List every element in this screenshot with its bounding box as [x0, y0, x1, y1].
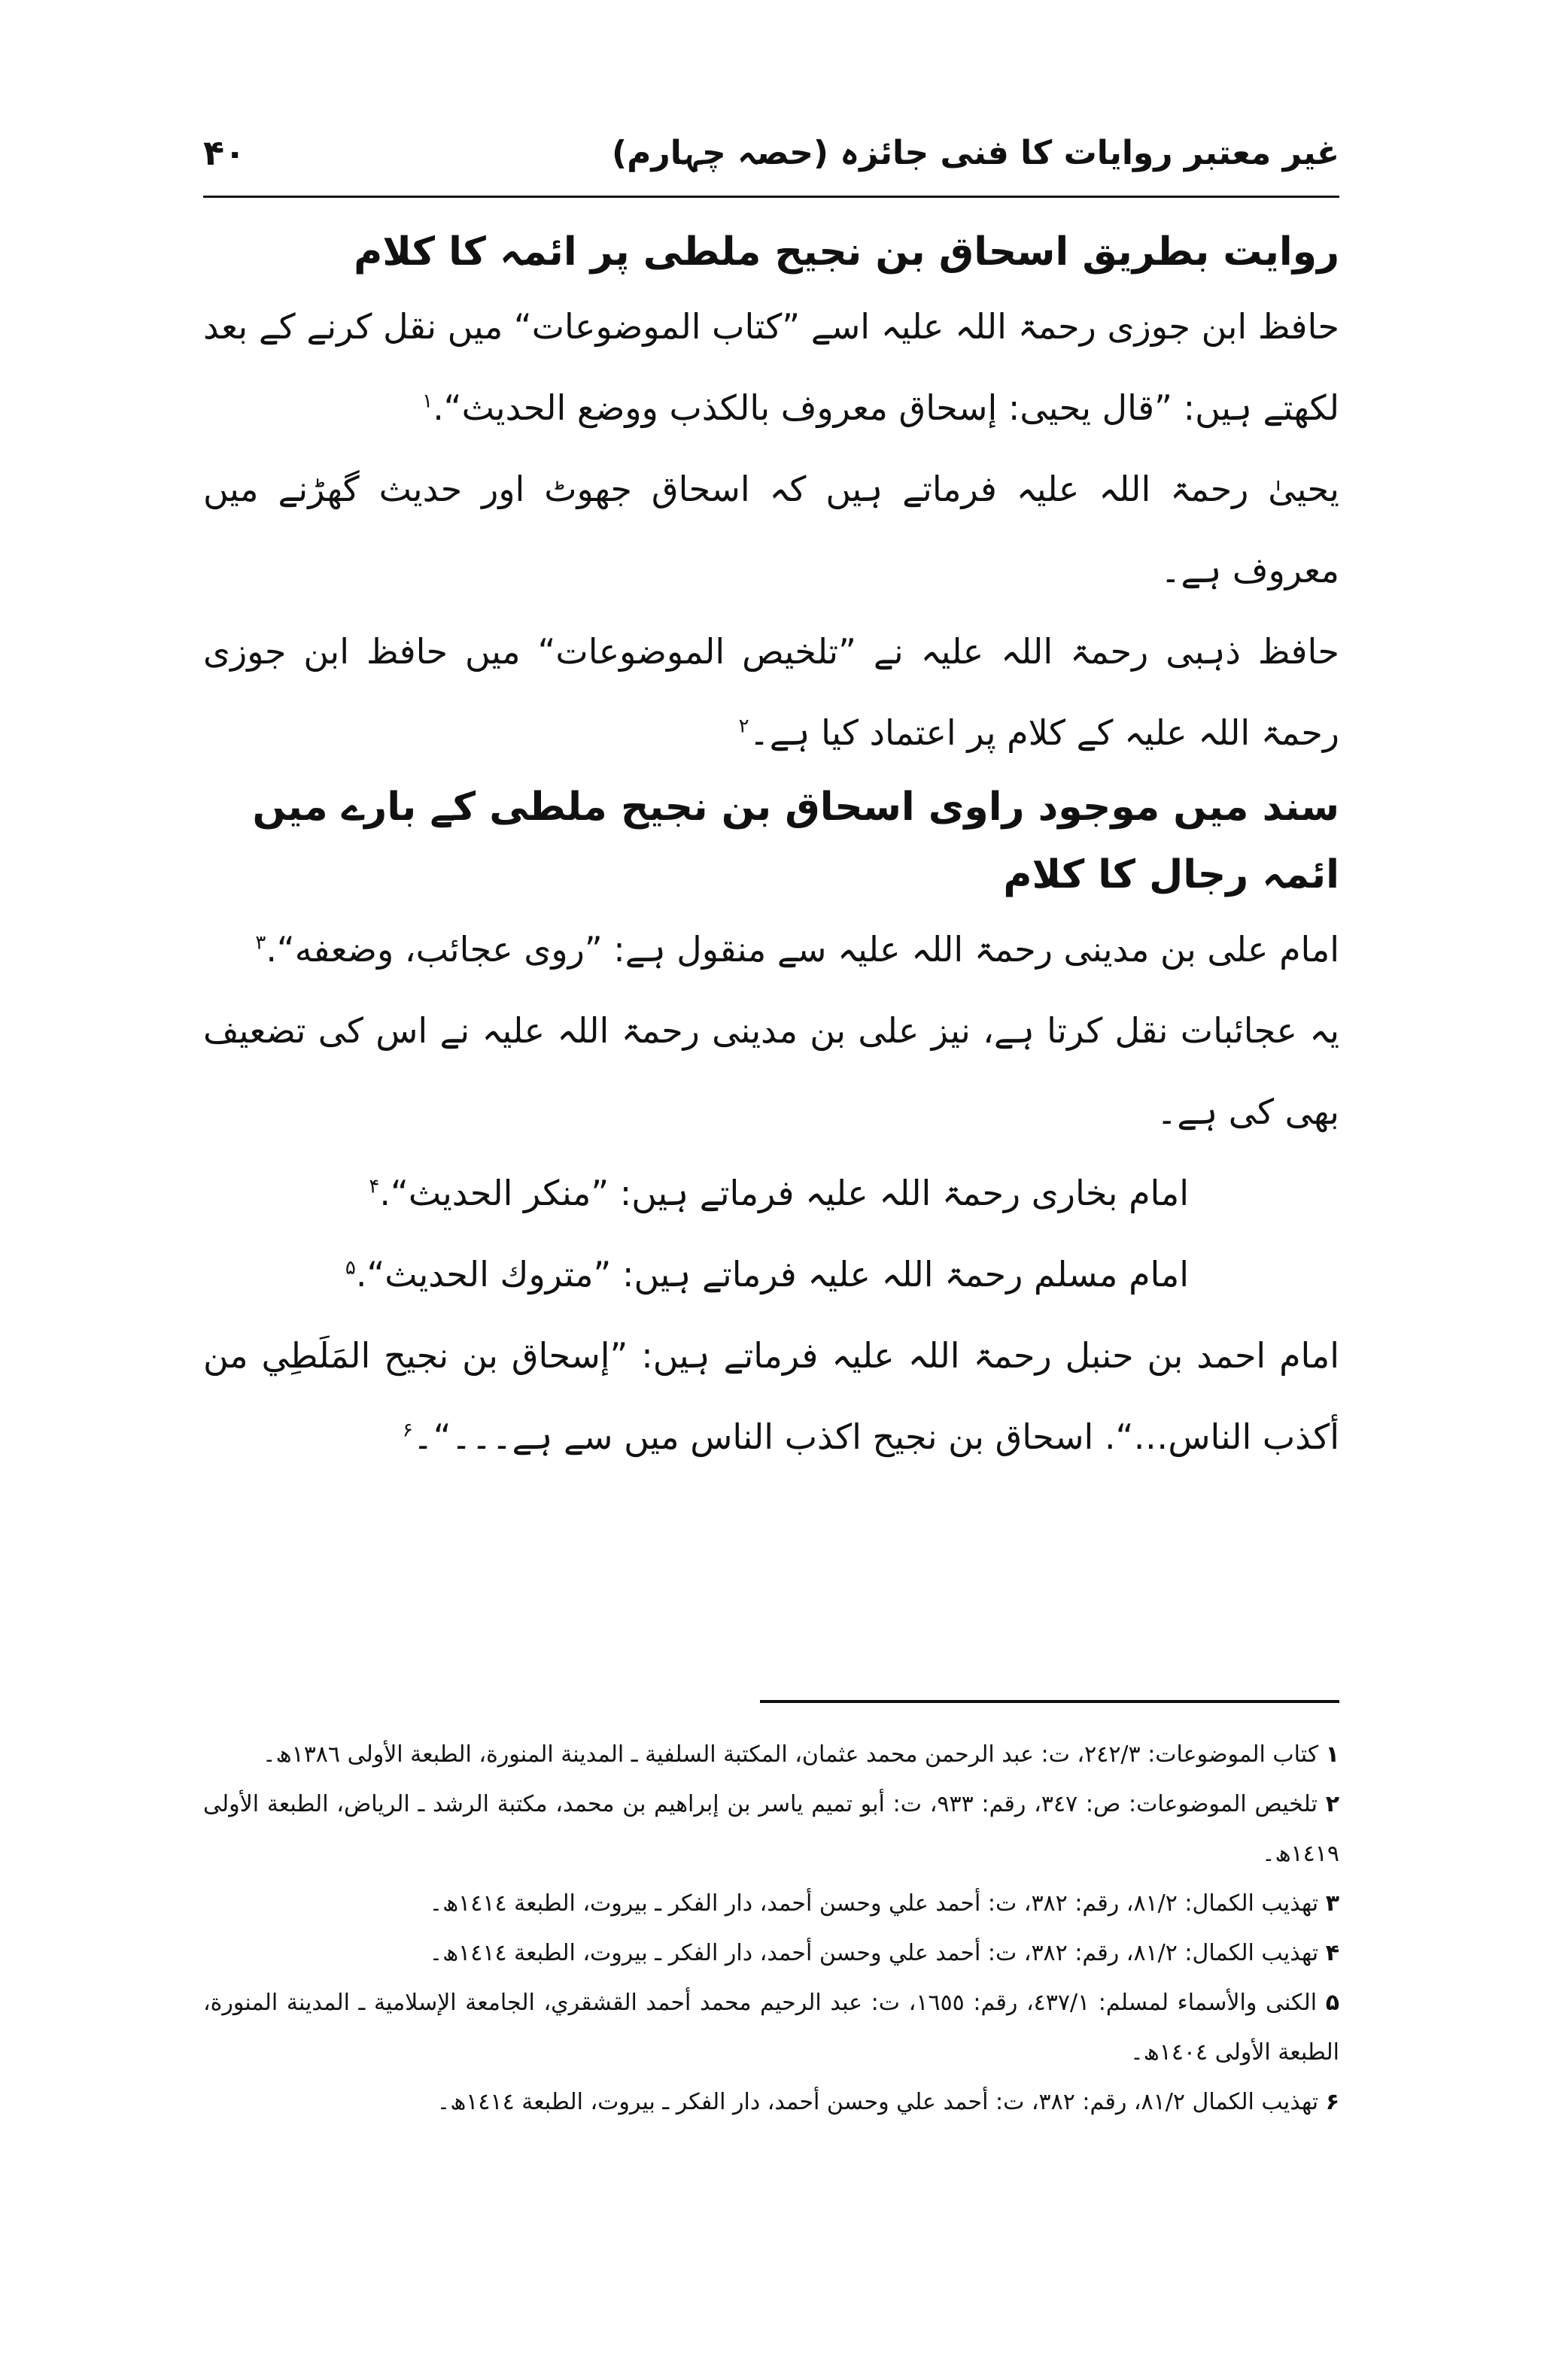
footnotes	[203, 1730, 1339, 2127]
footnote-ref-5: ۵	[345, 1256, 356, 1280]
footnote-divider	[760, 1700, 1339, 1703]
paragraph-6: امام بخاری رحمۃ اللہ علیہ فرماتے ہیں: ”منكر الحديث“.$^۴$	[369, 1173, 1189, 1213]
footnote-mark: ۴	[1325, 1940, 1339, 1966]
footnote-ref-2: ۲	[738, 715, 749, 738]
book-page	[203, 113, 1339, 2339]
running-title: غیر معتبر روایات کا فنی جائزہ (حصہ چہارم)	[612, 134, 1339, 172]
footnote-ref-4: ۴	[369, 1175, 380, 1198]
footnote-mark: ۶	[1325, 2089, 1339, 2115]
footnote-mark: ۳	[1325, 1890, 1339, 1917]
section-heading-1: روایت بطریق اسحاق بن نجیح ملطی پر ائمہ کا کلام	[354, 229, 1339, 275]
footnote-ref-3: ۳	[255, 931, 266, 955]
paragraph-3: حافظ ذہبی رحمۃ اللہ علیہ نے ”تلخيص الموضوعات“ میں حافظ ابن جوزی رحمۃ اللہ علیہ کے کلام پر اعتماد کیا ہے۔$^۲$	[203, 631, 1339, 753]
footnote-5: ۵ الكنى والأسماء لمسلم: ٤٣٧/١، رقم: ١٦٥٥، ت: عبد الرحيم محمد أحمد القشقري، الجامعة الإسلامية ـ المدينة المنورة، الطبعة الأولى ١٤٠٤ھ۔	[203, 1990, 1339, 2066]
running-header	[203, 128, 1339, 198]
paragraph-4: امام علی بن مدینی رحمۃ اللہ علیہ سے منقول ہے: ”روى عجائب، وضعفه“.$^۳$	[255, 929, 1339, 970]
paragraph-5: یہ عجائبات نقل کرتا ہے، نیز علی بن مدینی رحمۃ اللہ علیہ نے اس کی تضعیف بھی کی ہے۔	[203, 1010, 1339, 1132]
footnote-mark: ۲	[1325, 1791, 1340, 1817]
footnote-6: ۶ تهذيب الكمال ٨١/٢، رقم: ٣٨٢، ت: أحمد علي وحسن أحمد، دار الفكر ـ بيروت، الطبعة ١٤١٤ھ۔	[436, 2089, 1339, 2115]
footnote-3: ۳ تهذيب الكمال: ٨١/٢، رقم: ٣٨٢، ت: أحمد علي وحسن أحمد، دار الفكر ـ بيروت، الطبعة ١٤١٤ھ۔	[429, 1890, 1339, 1917]
main-text	[203, 218, 1339, 1477]
footnote-ref-6: ۶	[402, 1419, 413, 1442]
paragraph-1: حافظ ابن جوزی رحمۃ اللہ علیہ اسے ”کتاب الموضوعات“ میں نقل کرنے کے بعد لکھتے ہیں: ”قال يحيى: إسحاق معروف بالكذب ووضع الحديث“.$^۱$	[203, 306, 1339, 428]
section-heading-2: سند میں موجود راوی اسحاق بن نجیح ملطی کے بارے میں ائمہ رجال کا کلام	[252, 785, 1339, 897]
footnote-mark: ۵	[1325, 1990, 1339, 2016]
paragraph-7: امام مسلم رحمۃ اللہ علیہ فرماتے ہیں: ”متروك الحديث“.$^۵$	[345, 1254, 1189, 1295]
paragraph-8: امام احمد بن حنبل رحمۃ اللہ علیہ فرماتے ہیں: ”إسحاق بن نجيح المَلَطِي من أكذب الناس…“. اسحاق بن نجیح اکذب الناس میں سے ہے۔۔۔“۔$^۶$	[203, 1335, 1339, 1457]
page-number: ۴۰	[203, 132, 246, 173]
footnote-2: ۲ تلخيص الموضوعات: ص: ٣٤٧، رقم: ٩٣٣، ت: أبو تميم ياسر بن إبراهيم بن محمد، مكتبة الرشد ـ الرياض، الطبعة الأولى ١٤١٩ھ۔	[203, 1791, 1340, 1867]
footnote-ref-1: ۱	[422, 390, 433, 413]
footnote-1: ۱ كتاب الموضوعات: ٢٤٢/٣، ت: عبد الرحمن محمد عثمان، المكتبة السلفية ـ المدينة المنورة، الطبعة الأولى ١٣٨٦ھ۔	[263, 1741, 1339, 1768]
footnote-mark: ۱	[1325, 1741, 1339, 1768]
paragraph-2: یحییٰ رحمۃ اللہ علیہ فرماتے ہیں کہ اسحاق جھوٹ اور حدیث گھڑنے میں معروف ہے۔	[203, 469, 1339, 590]
footnote-4: ۴ تهذيب الكمال: ٨١/٢، رقم: ٣٨٢، ت: أحمد علي وحسن أحمد، دار الفكر ـ بيروت، الطبعة ١٤١٤ھ۔	[429, 1940, 1339, 1966]
